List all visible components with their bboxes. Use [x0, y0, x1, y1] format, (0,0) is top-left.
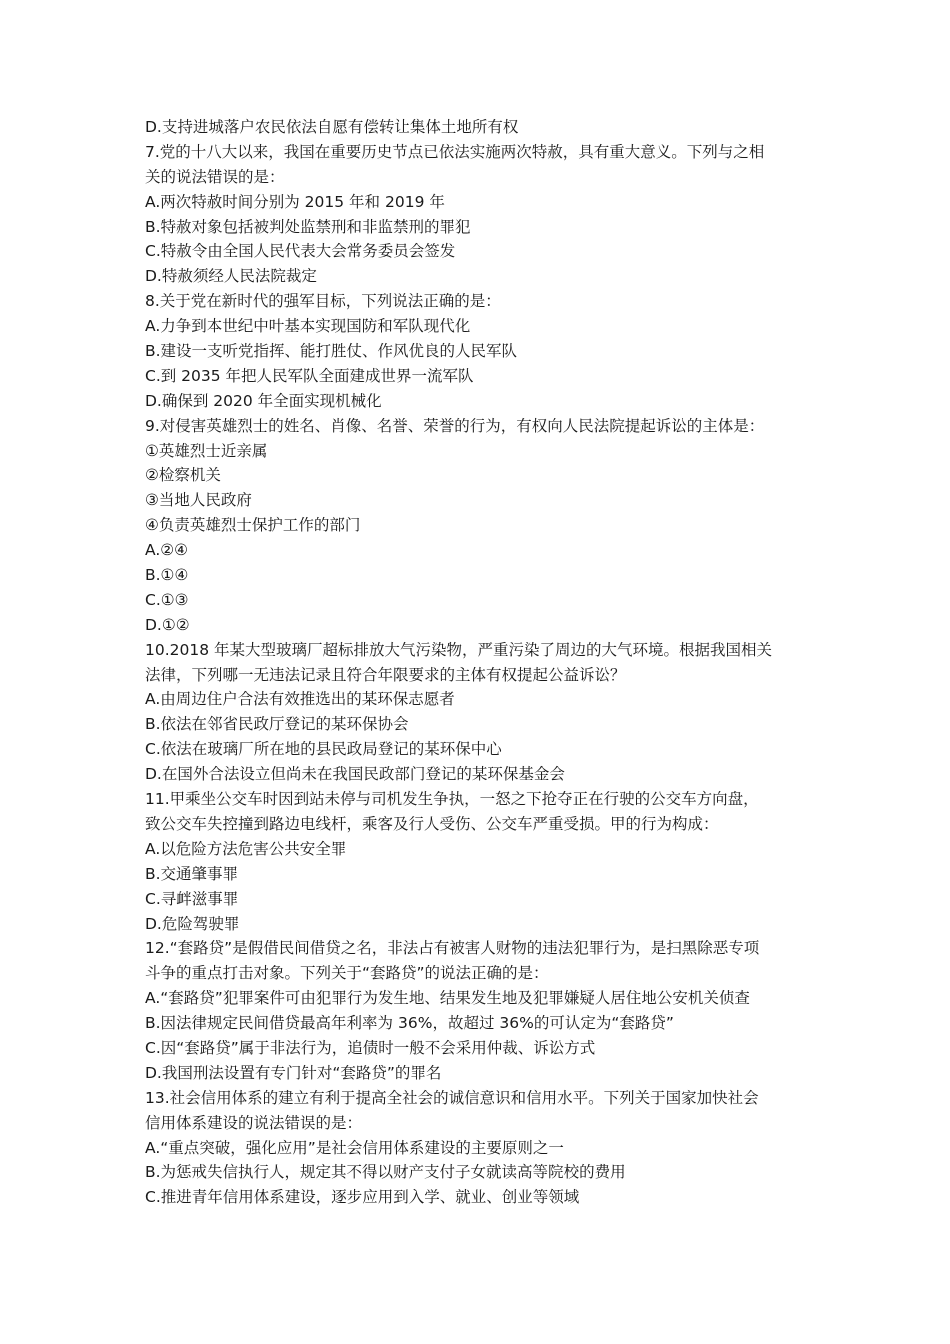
question-line: 信用体系建设的说法错误的是：: [145, 1113, 363, 1132]
question-line: 致公交车失控撞到路边电线杆，乘客及行人受伤、公交车严重受损。甲的行为构成：: [145, 814, 719, 833]
statement-line: ①英雄烈士近亲属: [145, 441, 268, 460]
question-line: 7.党的十八大以来，我国在重要历史节点已依法实施两次特赦，具有重大意义。下列与之相: [145, 142, 765, 161]
option-line: C.到 2035 年把人民军队全面建成世界一流军队: [145, 366, 474, 385]
question-line: 9.对侵害英雄烈士的姓名、肖像、名誉、荣誉的行为，有权向人民法院提起诉讼的主体是：: [145, 416, 765, 435]
option-line: D.危险驾驶罪: [145, 914, 240, 933]
option-line: C.依法在玻璃厂所在地的县民政局登记的某环保中心: [145, 740, 502, 759]
question-line: 8.关于党在新时代的强军目标，下列说法正确的是：: [145, 292, 501, 311]
option-line: C.①③: [145, 590, 189, 609]
option-line: C.因“套路贷”属于非法行为，追债时一般不会采用仲裁、诉讼方式: [145, 1038, 596, 1057]
option-line: D.确保到 2020 年全面实现机械化: [145, 391, 382, 410]
question-line: 10.2018 年某大型玻璃厂超标排放大气污染物，严重污染了周边的大气环境。根据我国相关: [145, 640, 773, 659]
option-line: B.①④: [145, 566, 189, 585]
option-line: D.在国外合法设立但尚未在我国民政部门登记的某环保基金会: [145, 765, 565, 784]
option-line: B.交通肇事罪: [145, 864, 239, 883]
option-line: D.①②: [145, 615, 190, 634]
option-line: D.我国刑法设置有专门针对“套路贷”的罪名: [145, 1063, 442, 1082]
option-line: B.建设一支听党指挥、能打胜仗、作风优良的人民军队: [145, 342, 518, 361]
option-line: A.以危险方法危害公共安全罪: [145, 839, 347, 858]
statement-line: ②检察机关: [145, 466, 221, 485]
question-line: 12.“套路贷”是假借民间借贷之名，非法占有被害人财物的违法犯罪行为，是扫黑除恶专项: [145, 939, 760, 958]
question-line: 斗争的重点打击对象。下列关于“套路贷”的说法正确的是：: [145, 964, 549, 983]
option-line: B.因法律规定民间借贷最高年利率为 36%，故超过 36%的可认定为“套路贷”: [145, 1014, 674, 1033]
option-line: A.两次特赦时间分别为 2015 年和 2019 年: [145, 192, 445, 211]
option-line: A.由周边住户合法有效推选出的某环保志愿者: [145, 690, 455, 709]
option-line: D.特赦须经人民法院裁定: [145, 267, 317, 286]
option-line: A.“重点突破，强化应用”是社会信用体系建设的主要原则之一: [145, 1138, 564, 1157]
option-line: C.寻衅滋事罪: [145, 889, 239, 908]
option-line: A.②④: [145, 541, 189, 560]
question-line: 13.社会信用体系的建立有利于提高全社会的诚信意识和信用水平。下列关于国家加快社会: [145, 1088, 759, 1107]
option-line: B.依法在邻省民政厅登记的某环保协会: [145, 715, 409, 734]
option-line: B.为惩戒失信执行人，规定其不得以财产支付子女就读高等院校的费用: [145, 1163, 626, 1182]
question-line: 11.甲乘坐公交车时因到站未停与司机发生争执，一怒之下抢夺正在行驶的公交车方向盘，: [145, 790, 759, 809]
question-line: 关的说法错误的是：: [145, 167, 285, 186]
option-line: A.“套路贷”犯罪案件可由犯罪行为发生地、结果发生地及犯罪嫌疑人居住地公安机关侦查: [145, 989, 750, 1008]
option-line: C.推进青年信用体系建设，逐步应用到入学、就业、创业等领域: [145, 1188, 580, 1207]
option-line: A.力争到本世纪中叶基本实现国防和军队现代化: [145, 317, 471, 336]
option-line: B.特赦对象包括被判处监禁刑和非监禁刑的罪犯: [145, 217, 471, 236]
option-line: D.支持进城落户农民依法自愿有偿转让集体土地所有权: [145, 118, 519, 136]
question-line: 法律，下列哪一无违法记录且符合年限要求的主体有权提起公益诉讼？: [145, 665, 626, 684]
statement-line: ④负责英雄烈士保护工作的部门: [145, 516, 361, 535]
document-text: [145, 115, 815, 1210]
option-line: C.特赦令由全国人民代表大会常务委员会签发: [145, 242, 456, 261]
statement-line: ③当地人民政府: [145, 491, 252, 510]
